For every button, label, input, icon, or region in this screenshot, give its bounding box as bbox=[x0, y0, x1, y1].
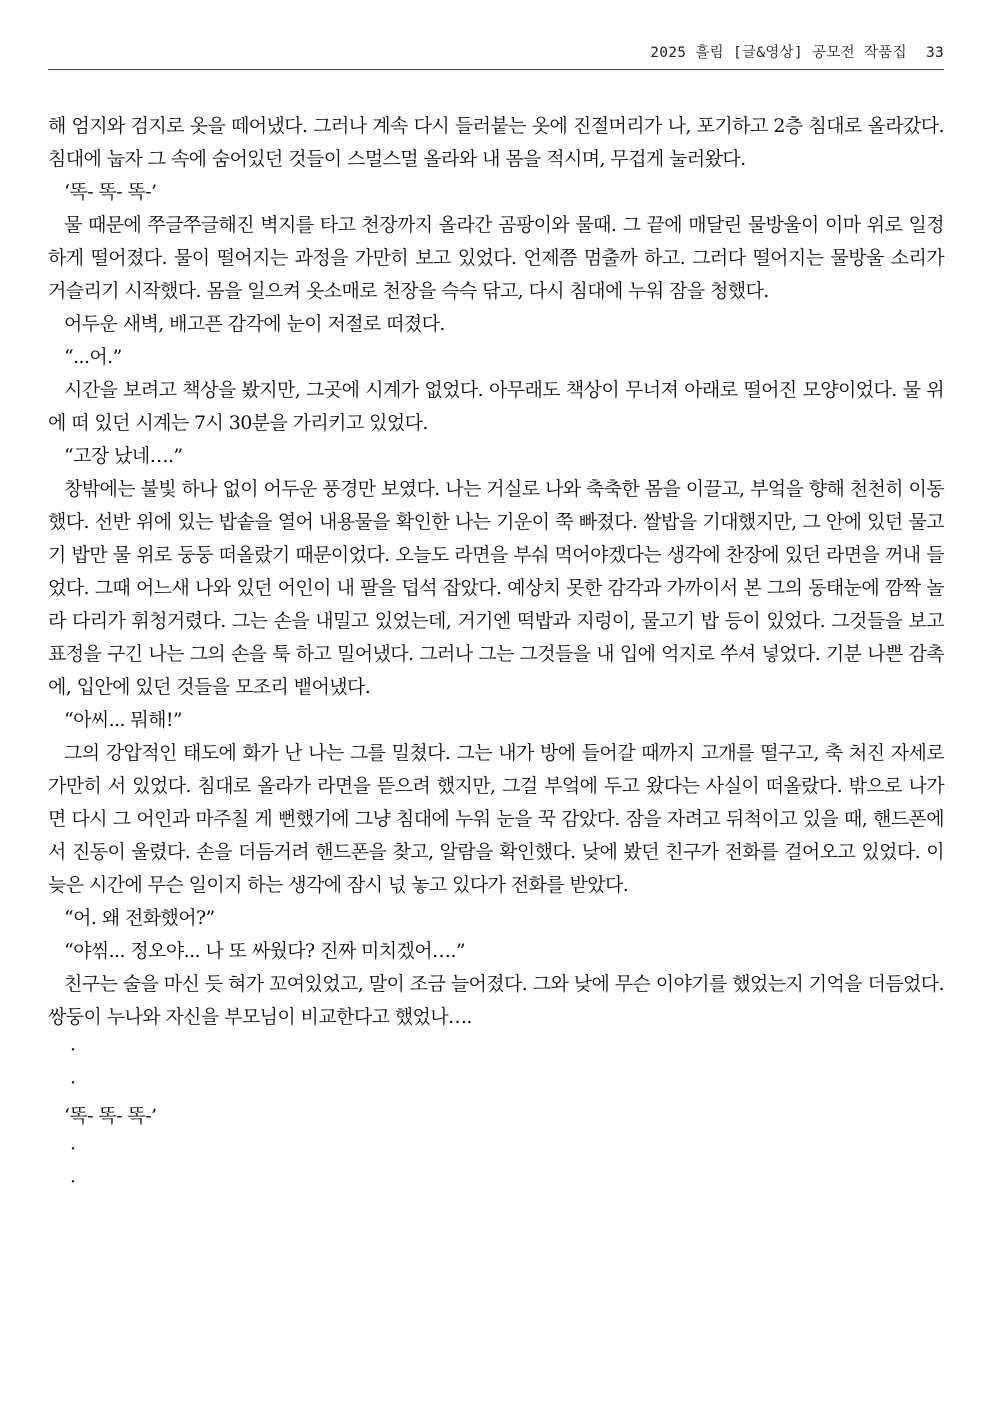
dialogue-line: “야씪... 정오야... 나 또 싸웠다? 진짜 미치겠어….” bbox=[64, 940, 465, 962]
paragraph: 어두운 새벽, 배고픈 감각에 눈이 저절로 떠졌다. bbox=[64, 313, 445, 335]
dialogue-line: “어. 왜 전화했어?” bbox=[64, 907, 215, 929]
ellipsis-dot: · bbox=[70, 1072, 76, 1094]
page-number: 33 bbox=[925, 45, 944, 61]
story-body bbox=[48, 110, 944, 1199]
paragraph: 창밖에는 불빛 하나 없이 어두운 풍경만 보였다. 나는 거실로 나와 축축한 몸을 이끌고, 부엌을 향해 천천히 이동했다. 선반 위에 있는 밥솥을 열어 내용물을 확인한 나는 기운이 쭉 빠졌다. 쌀밥을 기대했지만, 그 안에 있던 물고기 밥만 물 위로 둥둥 떠올랐기 때문이었다. 오늘도 라면을 부숴 먹어야겠다는 생각에 찬장에 있던 라면을 꺼내 들었다. 그때 어느새 나와 있던 어인이 내 팔을 덥석 잡았다. 예상치 못한 감각과 가까이서 본 그의 동태눈에 깜짝 놀라 다리가 휘청거렸다. 그는 손을 내밀고 있었는데, 거기엔 떡밥과 지렁이, 물고기 밥 등이 있었다. 그것들을 보고 표정을 구긴 나는 그의 손을 툭 하고 밀어냈다. 그러나 그는 그것들을 내 입에 억지로 쑤셔 넣었다. 기분 나쁜 감촉에, 입안에 있던 것들을 모조리 뱉어냈다. bbox=[48, 478, 944, 698]
dialogue-line: ‘똑- 똑- 똑-’ bbox=[64, 181, 157, 203]
running-header bbox=[48, 42, 944, 64]
paragraph: 물 때문에 쭈글쭈글해진 벽지를 타고 천장까지 올라간 곰팡이와 물때. 그 끝에 매달린 물방울이 이마 위로 일정하게 떨어졌다. 물이 떨어지는 과정을 가만히 보고 있었다. 언제쯤 멈출까 하고. 그러다 떨어지는 물방울 소리가 거슬리기 시작했다. 몸을 일으켜 옷소매로 천장을 슥슥 닦고, 다시 침대에 누워 잠을 청했다. bbox=[48, 214, 944, 302]
ellipsis-dot: · bbox=[70, 1171, 76, 1193]
header-rule bbox=[48, 69, 944, 70]
paragraph: 해 엄지와 검지로 옷을 떼어냈다. 그러나 계속 다시 들러붙는 옷에 진절머리가 나, 포기하고 2층 침대로 올라갔다. 침대에 눕자 그 속에 숨어있던 것들이 스멀스멀 올라와 내 몸을 적시며, 무겁게 눌러왔다. bbox=[48, 115, 944, 170]
dialogue-line: “...어.” bbox=[64, 346, 122, 368]
paragraph: 시간을 보려고 책상을 봤지만, 그곳에 시계가 없었다. 아무래도 책상이 무너져 아래로 떨어진 모양이었다. 물 위에 떠 있던 시계는 7시 30분을 가리키고 있었다. bbox=[48, 379, 944, 434]
ellipsis-dot: · bbox=[70, 1039, 76, 1061]
dialogue-line: “고장 났네….” bbox=[64, 445, 183, 467]
dialogue-line: ‘똑- 똑- 똑-’ bbox=[64, 1105, 157, 1127]
header-title: 2025 흘림 [글&영상] 공모전 작품집 bbox=[650, 45, 907, 61]
ellipsis-dot: · bbox=[70, 1138, 76, 1160]
paragraph: 그의 강압적인 태도에 화가 난 나는 그를 밀쳤다. 그는 내가 방에 들어갈 때까지 고개를 떨구고, 축 처진 자세로 가만히 서 있었다. 침대로 올라가 라면을 뜯으려 했지만, 그걸 부엌에 두고 왔다는 사실이 떠올랐다. 밖으로 나가면 다시 그 어인과 마주칠 게 뻔했기에 그냥 침대에 누워 눈을 꾹 감았다. 잠을 자려고 뒤척이고 있을 때, 핸드폰에서 진동이 울렸다. 손을 더듬거려 핸드폰을 찾고, 알람을 확인했다. 낮에 봤던 친구가 전화를 걸어오고 있었다. 이 늦은 시간에 무슨 일이지 하는 생각에 잠시 넋 놓고 있다가 전화를 받았다. bbox=[48, 742, 944, 896]
dialogue-line: “아씨... 뭐해!” bbox=[64, 709, 183, 731]
paragraph: 친구는 술을 마신 듯 혀가 꼬여있었고, 말이 조금 늘어졌다. 그와 낮에 무슨 이야기를 했었는지 기억을 더듬었다. 쌍둥이 누나와 자신을 부모님이 비교한다고 했었나…. bbox=[48, 973, 944, 1028]
